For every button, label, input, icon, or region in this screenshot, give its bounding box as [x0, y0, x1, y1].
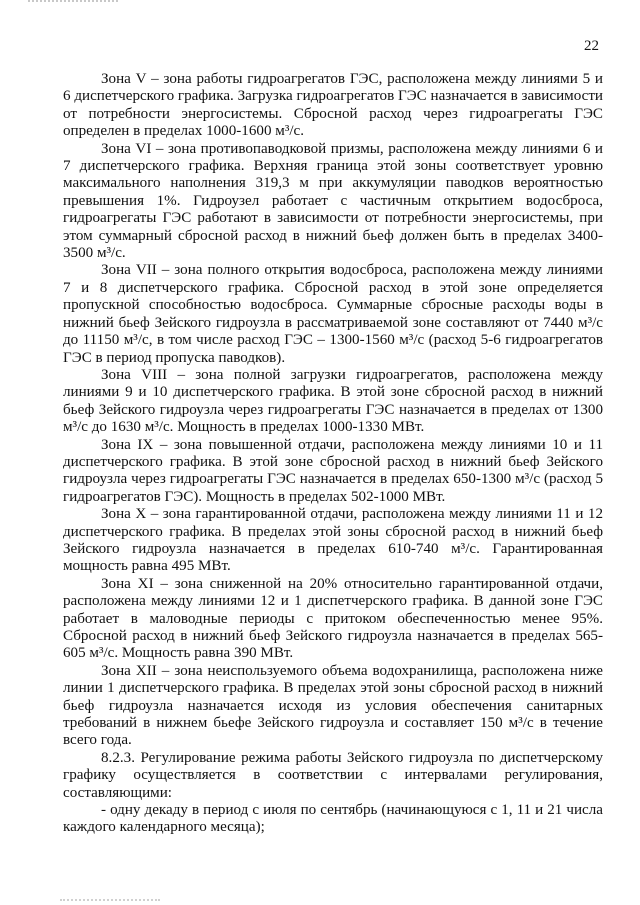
- paragraph-zone-7: Зона VII – зона полного открытия водосброса, расположена между линиями 7 и 8 диспетчерского графика. Сбросной расход в этой зоне определяется пропускной способностью водосброса. Суммарные сбросные расходы воды в нижний бьеф Зейского гидроузла в рассматриваемой зоне составляют от 7440 м³/с до 11150 м³/с, в том числе расход ГЭС – 1300-1560 м³/с (расход 5-6 гидроагрегатов ГЭС в период пропуска паводков).: [63, 262, 603, 366]
- paragraph-zone-12: Зона XII – зона неиспользуемого объема водохранилища, расположена ниже линии 1 диспетчерского графика. В пределах этой зоны сбросной расход в нижний бьеф гидроузла назначается исходя из условия обеспечения санитарных требований в нижнем бьефе Зейского гидроузла и составляет 150 м³/с в течение всего года.: [63, 662, 603, 749]
- paragraph-zone-9: Зона IX – зона повышенной отдачи, расположена между линиями 10 и 11 диспетчерского графика. В этой зоне сбросной расход в нижний бьеф Зейского гидроузла через гидроагрегаты ГЭС назначается в пределах 650-1300 м³/с (расход 5 гидроагрегатов ГЭС). Мощность в пределах 502-1000 МВт.: [63, 436, 603, 505]
- paragraph-zone-6: Зона VI – зона противопаводковой призмы, расположена между линиями 6 и 7 диспетчерского графика. Верхняя граница этой зоны соответствует уровню максимального наполнения 319,3 м при аккумуляции паводков вероятностью превышения 1%. Гидроузел работает с частичным открытием водосброса, гидроагрегаты ГЭС работают в зависимости от потребности энергосистемы, при этом суммарный сбросной расход в нижний бьеф должен быть в пределах 3400-3500 м³/с.: [63, 140, 603, 262]
- scan-artifact-bottom: [60, 899, 160, 905]
- paragraph-zone-8: Зона VIII – зона полной загрузки гидроагрегатов, расположена между линиями 9 и 10 диспетчерского графика. В этой зоне сбросной расход в нижний бьеф Зейского гидроузла через гидроагрегаты ГЭС назначается в пределах от 1300 м³/с до 1630 м³/с. Мощность в пределах 1000-1330 МВт.: [63, 366, 603, 436]
- paragraph-zone-10: Зона X – зона гарантированной отдачи, расположена между линиями 11 и 12 диспетчерского графика. В пределах этой зоны сбросной расход в нижний бьеф Зейского гидроузла назначается в пределах 610-740 м³/с. Гарантированная мощность равна 495 МВт.: [63, 506, 603, 575]
- scan-artifact-top: [28, 0, 118, 7]
- list-item-decade: - одну декаду в период с июля по сентябрь (начинающуюся с 1, 11 и 21 числа каждого календарного месяца);: [63, 802, 603, 836]
- paragraph-zone-11: Зона XI – зона сниженной на 20% относительно гарантированной отдачи, расположена между линиями 12 и 1 диспетчерского графика. В данной зоне ГЭС работает в маловодные периоды с притоком обеспеченностью менее 95%. Сбросной расход в нижний бьеф Зейского гидроузла назначается в пределах 565-605 м³/с. Мощность равна 390 МВт.: [63, 575, 603, 662]
- paragraph-zone-5: Зона V – зона работы гидроагрегатов ГЭС, расположена между линиями 5 и 6 диспетчерского графика. Загрузка гидроагрегатов ГЭС назначается в зависимости от потребности энергосистемы. Сбросной расход через гидроагрегаты ГЭС определен в пределах 1000-1600 м³/с.: [63, 71, 604, 140]
- paragraph-clause-8-2-3: 8.2.3. Регулирование режима работы Зейского гидроузла по диспетчерскому графику осуществляется в соответствии с интервалами регулирования, составляющими:: [63, 749, 603, 801]
- document-body: [63, 71, 603, 837]
- page-number: 22: [584, 38, 599, 54]
